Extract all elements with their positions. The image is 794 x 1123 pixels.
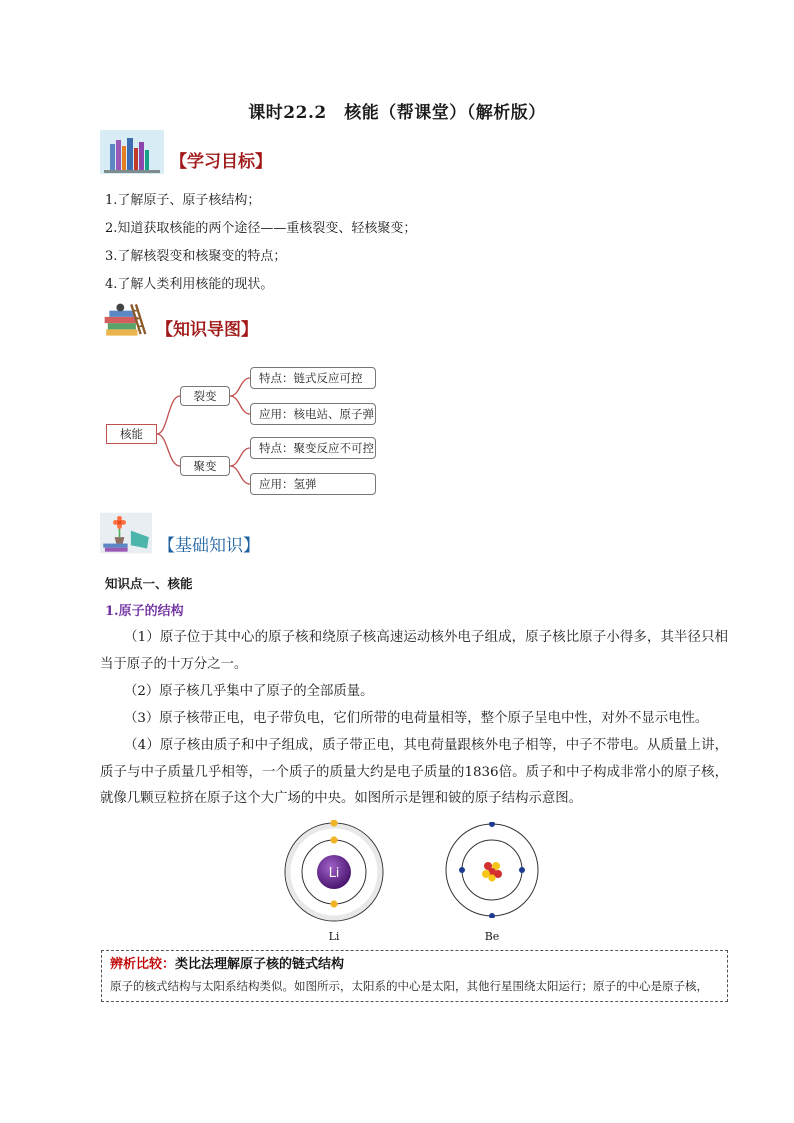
objectives-header bbox=[100, 130, 272, 174]
mindmap-heading: 【知识导图】 bbox=[156, 320, 258, 340]
objectives-heading: 【学习目标】 bbox=[170, 152, 272, 172]
mindmap-header bbox=[100, 298, 258, 342]
books-icon bbox=[100, 130, 164, 174]
map-root: 核能 bbox=[106, 424, 157, 444]
map-fission: 裂变 bbox=[180, 386, 230, 406]
basics-header bbox=[100, 508, 260, 558]
lithium-atom-diagram bbox=[282, 820, 386, 924]
subsection-title: 1.原子的结构 bbox=[105, 604, 184, 619]
li-label: Li bbox=[328, 930, 340, 943]
map-fusion-use: 应用：氢弹 bbox=[250, 473, 376, 495]
page-title: 课时22.2 核能（帮课堂）（解析版） bbox=[248, 103, 546, 123]
paragraph: （4）原子核由质子和中子组成，质子带正电，其电荷量跟核外电子相等，中子不带电。从质量上讲，质子与中子质量几乎相等，一个质子的质量大约是电子质量的1836倍。质子和中子构成非常小的原子核，就像几颗豆粒挤在原子这个大广场的中央。如图所示是锂和铍的原子结构示意图。 bbox=[100, 738, 728, 806]
note-tag: 辨析比较： bbox=[110, 957, 176, 972]
note-text: 原子的核式结构与太阳系结构类似。如图所示，太阳系的中心是太阳，其他行星围绕太阳运行；原子的中心是原子核， bbox=[110, 979, 708, 993]
paragraph: （3）原子核带正电，电子带负电，它们所带的电荷量相等，整个原子呈电中性，对外不显示电性。 bbox=[124, 711, 709, 726]
paragraph: （2）原子核几乎集中了原子的全部质量。 bbox=[124, 684, 374, 699]
knowledge-map bbox=[100, 362, 390, 502]
objectives-list bbox=[105, 188, 416, 300]
list-item: 1.了解原子、原子核结构； bbox=[105, 193, 261, 208]
beryllium-atom-diagram bbox=[444, 822, 540, 918]
paragraph: （1）原子位于其中心的原子核和绕原子核高速运动核外电子组成，原子核比原子小得多，其半径只相当于原子的十万分之一。 bbox=[100, 630, 728, 672]
list-item: 4.了解人类利用核能的现状。 bbox=[105, 277, 274, 292]
note-title: 类比法理解原子核的链式结构 bbox=[175, 957, 345, 972]
map-fission-feature: 特点：链式反应可控 bbox=[250, 367, 376, 389]
be-label: Be bbox=[484, 930, 500, 943]
map-fusion: 聚变 bbox=[180, 456, 230, 476]
basics-heading: 【基础知识】 bbox=[158, 536, 260, 556]
comparison-note bbox=[101, 950, 728, 1002]
map-fission-use: 应用：核电站、原子弹 bbox=[250, 403, 376, 425]
list-item: 3.了解核裂变和核聚变的特点； bbox=[105, 249, 287, 264]
list-item: 2.知道获取核能的两个途径——重核裂变、轻核聚变； bbox=[105, 221, 417, 236]
knowledge-point-title: 知识点一、核能 bbox=[105, 576, 193, 591]
flower-pot-icon bbox=[100, 508, 152, 558]
li-nucleus-label: Li bbox=[328, 866, 340, 881]
stacked-books-icon bbox=[100, 298, 150, 342]
map-fusion-feature: 特点：聚变反应不可控 bbox=[250, 437, 376, 459]
note-heading bbox=[110, 955, 719, 975]
